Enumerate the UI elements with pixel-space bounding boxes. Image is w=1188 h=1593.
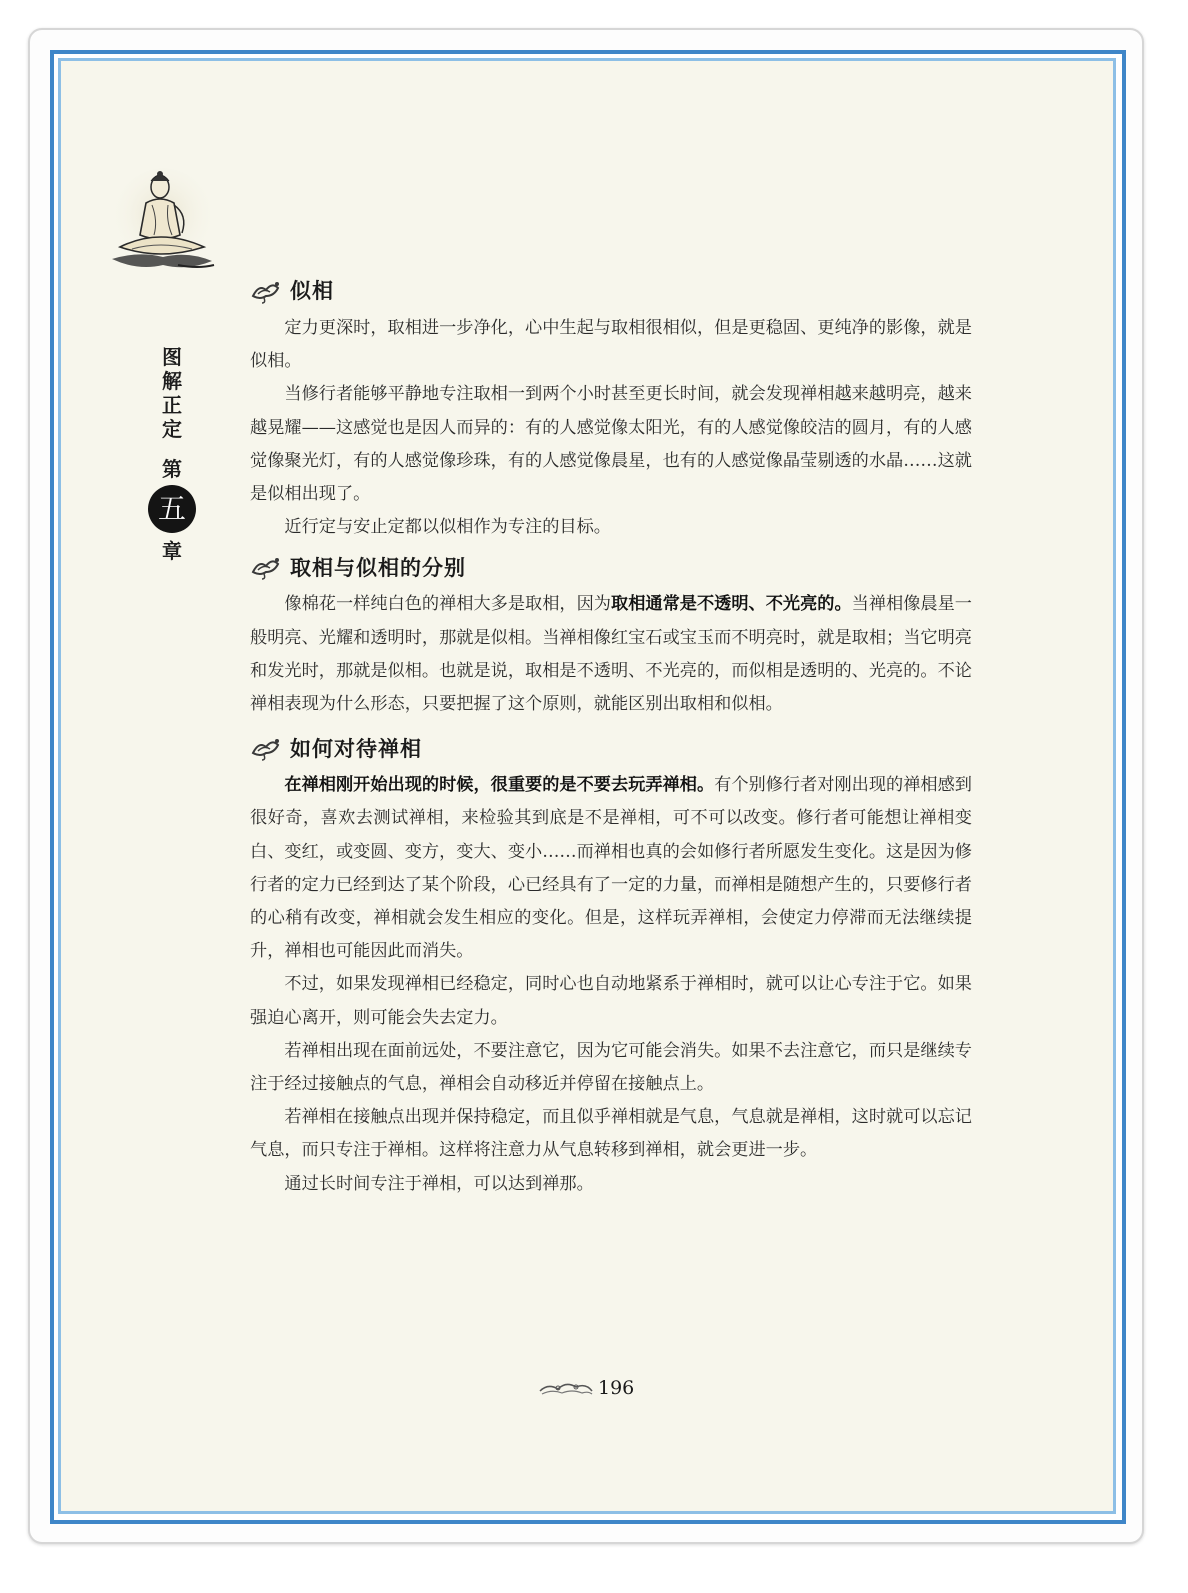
bold-text-run: 取相通常是不透明、不光亮的。 [611, 594, 852, 615]
lotus-icon [250, 554, 282, 580]
main-content [250, 272, 972, 1201]
section-title-text: 似相 [290, 278, 334, 304]
paragraph [250, 588, 972, 721]
section-title-text: 如何对待禅相 [290, 735, 422, 761]
section-heading [250, 729, 972, 767]
sidebar-char: 正 [162, 393, 182, 417]
chapter-number-badge: 五 [148, 485, 196, 533]
text-run: 当禅相像晨星一般明亮、光耀和透明时，那就是似相。当禅相像红宝石或宝玉而不明亮时，就是取相；当它明亮和发光时，那就是似相。也就是说，取相是不透明、不光亮的，而似相是透明的、光亮的。不论禅相表现为什么形态，只要把握了这个原则，就能区别出取相和似相。 [250, 594, 972, 715]
section-heading [250, 548, 972, 586]
buddha-illustration [108, 165, 218, 280]
sidebar-char: 图 [162, 345, 182, 369]
paragraph: 定力更深时，取相进一步净化，心中生起与取相很相似，但是更稳固、更纯净的影像，就是似相。 [250, 318, 972, 372]
paragraph [250, 769, 972, 968]
sidebar-di: 第 [162, 457, 182, 481]
chapter-sidebar [152, 345, 192, 563]
section-title-text: 取相与似相的分别 [290, 554, 466, 580]
paragraph: 当修行者能够平静地专注取相一到两个小时甚至更长时间，就会发现禅相越来越明亮，越来越晃耀——这感觉也是因人而异的：有的人感觉像太阳光，有的人感觉像皎洁的圆月，有的人感觉像聚光灯，有的人感觉像珍珠，有的人感觉像晨星，也有的人感觉像晶莹剔透的水晶……这就是似相出现了。 [250, 384, 972, 505]
bold-text-run: 在禅相刚开始出现的时候，很重要的是不要去玩弄禅相。 [284, 775, 715, 796]
paragraph: 若禅相在接触点出现并保持稳定，而且似乎禅相就是气息，气息就是禅相，这时就可以忘记气息，而只专注于禅相。这样将注意力从气息转移到禅相，就会更进一步。 [250, 1107, 972, 1161]
section-heading [250, 272, 972, 310]
paragraph: 若禅相出现在面前远处，不要注意它，因为它可能会消失。如果不去注意它，而只是继续专注于经过接触点的气息，禅相会自动移近并停留在接触点上。 [250, 1040, 972, 1095]
paragraph: 通过长时间专注于禅相，可以达到禅那。 [284, 1173, 594, 1194]
sidebar-char: 解 [162, 369, 182, 393]
paragraph: 近行定与安止定都以似相作为专注的目标。 [284, 517, 611, 538]
paragraph: 不过，如果发现禅相已经稳定，同时心也自动地紧系于禅相时，就可以让心专注于它。如果强迫心离开，则可能会失去定力。 [250, 974, 972, 1028]
cloud-ornament-icon [538, 1377, 594, 1399]
page-footer [538, 1372, 634, 1404]
lotus-icon [250, 735, 282, 761]
text-run: 有个别修行者对刚出现的禅相感到很好奇，喜欢去测试禅相，来检验其到底是不是禅相，可不可以改变。修行者可能想让禅相变白、变红，或变圆、变方，变大、变小……而禅相也真的会如修行者所愿发生变化。这是因为修行者的定力已经到达了某个阶段，心已经具有了一定的力量，而禅相是随想产生的，只要修行者的心稍有改变，禅相就会发生相应的变化。但是，这样玩弄禅相，会使定力停滞而无法继续提升，禅相也可能因此而消失。 [250, 775, 972, 962]
text-run: 像棉花一样纯白色的禅相大多是取相，因为 [284, 594, 611, 615]
page-number: 196 [598, 1377, 635, 1399]
lotus-icon [250, 278, 282, 304]
sidebar-char: 定 [162, 417, 182, 441]
sidebar-zhang: 章 [162, 539, 182, 563]
